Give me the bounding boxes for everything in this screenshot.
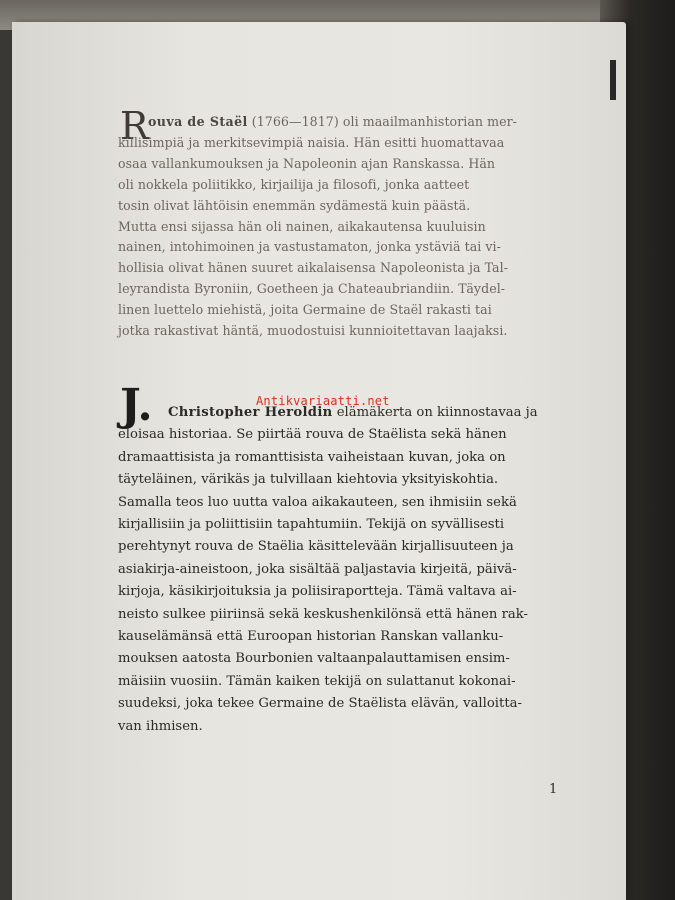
text-line: neisto sulkee piiriinsä sekä keskushenkilönsä että hänen rak- — [118, 606, 528, 622]
text-line: mäisiin vuosiin. Tämän kaiken tekijä on sulattanut kokonai- — [118, 673, 516, 689]
text-line: eloisaa historiaa. Se piirtää rouva de Staëlista sekä hänen — [118, 427, 507, 443]
watermark: Antikvariaatti.net — [256, 394, 390, 408]
text-line: suudeksi, joka tekee Germaine de Staëlista elävän, valloitta- — [118, 696, 522, 712]
text-line: Mutta ensi sijassa hän oli nainen, aikakautensa kuuluisin — [118, 218, 486, 234]
text-line: van ihmisen. — [118, 718, 203, 734]
text-line: dramaattisista ja romanttisista vaiheistaan kuvan, joka on — [118, 449, 506, 465]
page-number: 1 — [549, 782, 558, 797]
text-line: kirjallisiin ja poliittisiin tapahtumiin. Tekijä on syvällisesti — [118, 517, 505, 533]
text-line: leyrandista Byroniin, Goetheen ja Chateaubriandiin. Täydel- — [118, 281, 506, 297]
text-line: hollisia olivat hänen suuret aikalaisensa Napoleonista ja Tal- — [118, 260, 508, 276]
text-line: jotka rakastivat häntä, muodostuisi kunnioitettavan laajaksi. — [118, 323, 508, 339]
text-line: ouva de Staël (1766—1817) oli maailmanhistorian mer- — [148, 114, 517, 129]
text-line: mouksen aatosta Bourbonien valtaanpalauttamisen ensim- — [118, 651, 510, 667]
lead-name: ouva de Staël — [148, 114, 248, 129]
intro-paragraph — [118, 112, 598, 342]
text-line: kirjoja, käsikirjoituksia ja poliisiraportteja. Tämä valtava ai- — [118, 584, 517, 600]
text-line: tosin olivat lähtöisin enemmän sydämestä kuin päästä. — [118, 197, 471, 213]
spine-mark — [610, 60, 616, 100]
text-line: perehtynyt rouva de Staëlia käsittelevään kirjallisuuteen ja — [118, 539, 514, 555]
dropcap-r: R — [120, 104, 149, 148]
text-line: osaa vallankumouksen ja Napoleonin ajan Ranskassa. Hän — [118, 155, 496, 171]
text-line: täyteläinen, värikäs ja tulvillaan kiehtovia yksityiskohtia. — [118, 472, 499, 488]
description-paragraph — [118, 402, 604, 738]
text-line: kauselämänsä että Euroopan historian Ranskan vallanku- — [118, 629, 504, 645]
text-line: nainen, intohimoinen ja vastustamaton, jonka ystäviä tai vi- — [118, 239, 501, 255]
text-line: linen luettelo miehistä, joita Germaine de Staël rakasti tai — [118, 302, 492, 318]
text-line: Christopher Heroldin elämäkerta on kiinnostavaa ja — [168, 405, 538, 420]
text-line: killisimpiä ja merkitsevimpiä naisia. Hän esitti huomattavaa — [118, 134, 505, 150]
author-name: Christopher Heroldin — [168, 405, 333, 420]
text-line: Samalla teos luo uutta valoa aikakauteen, sen ihmisiin sekä — [118, 494, 517, 510]
text-line: oli nokkela poliitikko, kirjailija ja filosofi, jonka aatteet — [118, 176, 470, 192]
dropcap-j: J. — [120, 380, 153, 431]
text-line: asiakirja-aineistoon, joka sisältää paljastavia kirjeitä, päivä- — [118, 561, 517, 577]
